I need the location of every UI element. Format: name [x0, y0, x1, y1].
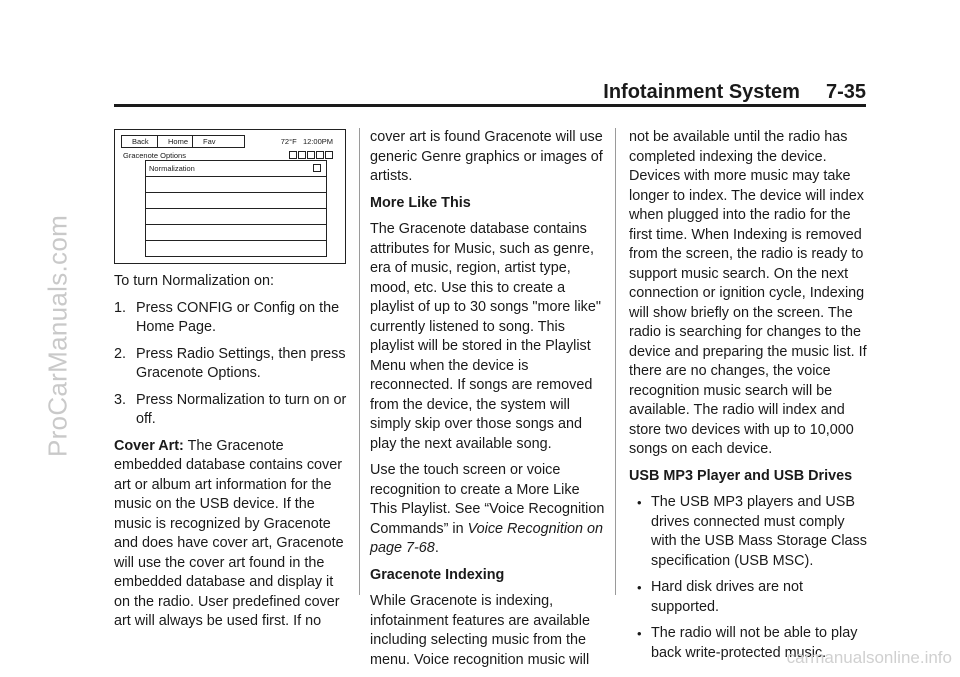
bullet-icon: •	[637, 580, 642, 595]
clock: 12:00PM	[302, 137, 333, 146]
column-divider-2	[615, 128, 616, 595]
column-3	[629, 128, 867, 670]
options-list	[145, 160, 327, 257]
paragraph: Use the touch screen or voice recognition to create a More Like This Playlist. See “Voice Recognition Commands” in Voice Recognition on page 7-68.	[370, 462, 605, 556]
column-2	[370, 128, 606, 677]
heading-usb: USB MP3 Player and USB Drives	[629, 467, 853, 484]
step-item: 1. Press CONFIG or Config on the Home Page.	[114, 299, 340, 335]
home-tab: Home	[157, 135, 193, 148]
heading-more-like-this: More Like This	[370, 194, 471, 211]
list-item: • The USB MP3 players and USB drives connected must comply with the USB Mass Storage Class specification (USB MSC).	[629, 493, 867, 571]
options-title: Gracenote Options	[123, 151, 186, 160]
paragraph: The Gracenote database contains attributes for Music, such as genre, era of music, region, artist type, mood, etc. Use this to create a playlist of up to 30 songs "more like" currently listened to song. This playlist will be stored in the Playlist Menu when the device is reconnected. If songs are removed from the device, the system will simply skip over those songs and play the next available song.	[370, 221, 601, 452]
bullet-icon: •	[637, 626, 642, 641]
fav-tab: Fav	[192, 135, 245, 148]
page-header	[114, 81, 866, 103]
status-icon	[298, 151, 306, 159]
bullet-icon: •	[637, 495, 642, 510]
list-item: Normalization	[146, 161, 326, 177]
column-divider-1	[359, 128, 360, 595]
paragraph: not be available until the radio has completed indexing the device. Devices with more music may take longer to index. The device will index when plugged into the radio for the first time. When Indexing is removed from the screen, the radio is ready to support music search. On the next connection or ignition cycle, Indexing will show briefly on the screen. The radio is searching for changes to the device and preparing the music list. If there are no changes, the voice recognition music search will be available. The radio will index and store two devices with up to 10,000 songs on each device.	[629, 129, 867, 457]
intro-text: To turn Normalization on:	[114, 273, 274, 289]
list-item: • The radio will not be able to play back write-protected music.	[629, 624, 867, 663]
status-readout	[281, 136, 333, 147]
status-icon	[289, 151, 297, 159]
paragraph: While Gracenote is indexing, infotainment features are available including selecting music from the menu. Voice recognition music will	[370, 593, 590, 668]
step-item: 2. Press Radio Settings, then press Gracenote Options.	[114, 345, 346, 381]
list-item	[146, 209, 326, 225]
side-watermark: ProCarManuals.com	[42, 214, 73, 458]
column-1	[114, 272, 350, 639]
checkbox-icon	[313, 164, 321, 172]
status-icon	[316, 151, 324, 159]
heading-gracenote-indexing: Gracenote Indexing	[370, 566, 505, 583]
footer-watermark: carmanualsonline.info	[786, 648, 952, 667]
list-item	[146, 241, 326, 257]
section-title: Infotainment System	[603, 81, 800, 103]
step-item: 3. Press Normalization to turn on or off.	[114, 391, 347, 427]
list-item	[146, 225, 326, 241]
list-item	[146, 177, 326, 193]
gracenote-screen-figure	[114, 129, 346, 264]
list-item: • Hard disk drives are not supported.	[629, 578, 867, 617]
status-icon	[325, 151, 333, 159]
page-number: 7-35	[825, 81, 866, 103]
cross-reference-link[interactable]: Voice Recognition on page 7-68	[370, 520, 604, 556]
status-icons	[289, 151, 333, 159]
list-item	[146, 193, 326, 209]
temperature: 72°F	[280, 137, 297, 146]
status-icon	[307, 151, 315, 159]
back-tab: Back	[121, 135, 158, 148]
header-rule	[114, 104, 866, 107]
cover-art-paragraph: Cover Art: The Gracenote embedded database contains cover art or album art information for the music on the USB device. If the music is recognized by Gracenote and does have cover art, Gracenote will use the cover art found in the embedded database and display it on the radio. User predefined cover art will always be used first. If no	[114, 437, 344, 629]
paragraph: cover art is found Gracenote will use generic Genre graphics or images of artists.	[370, 129, 603, 184]
